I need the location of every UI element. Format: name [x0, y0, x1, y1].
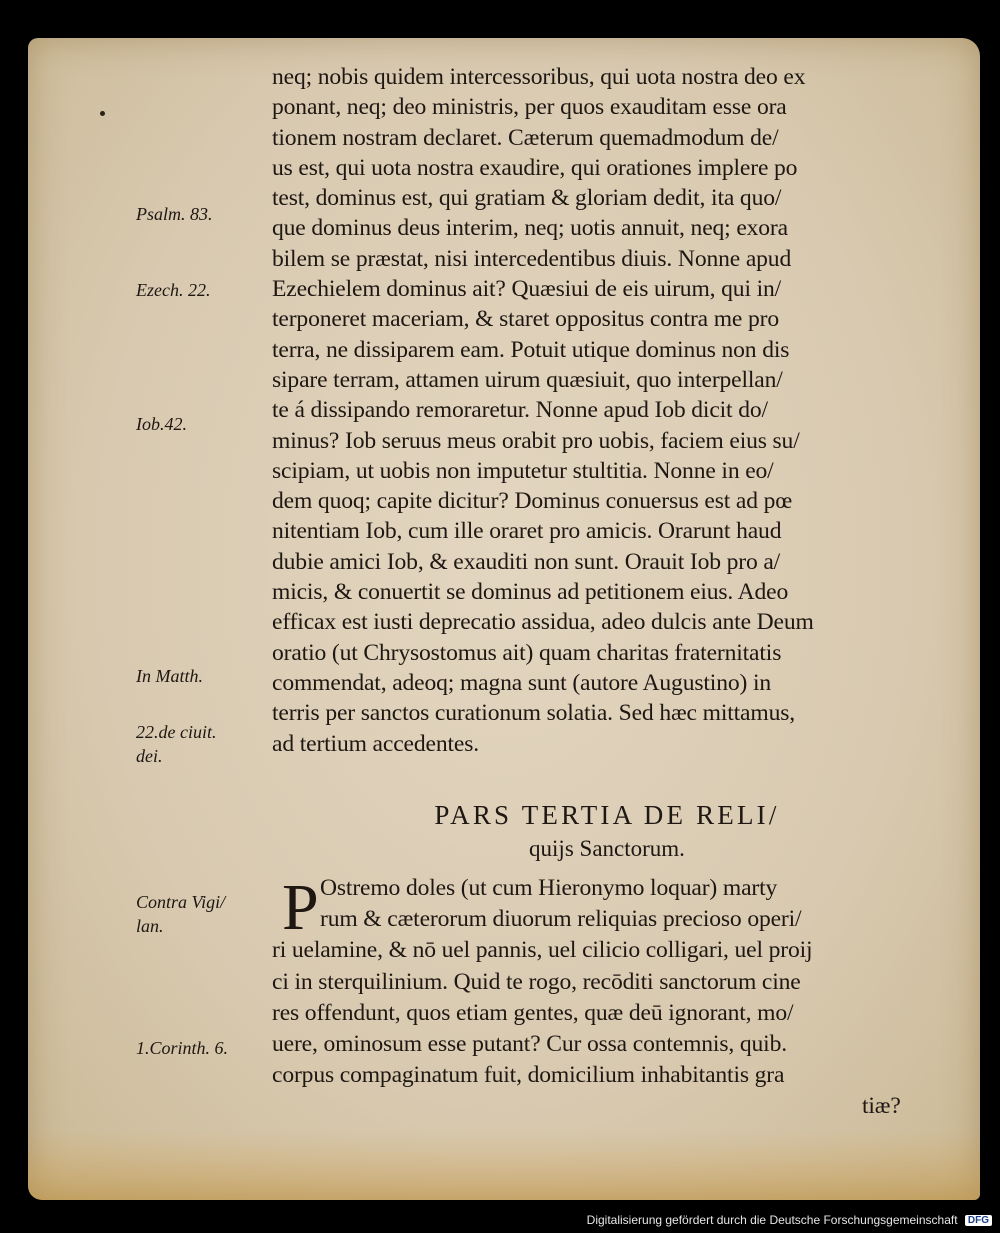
text-line: sipare terram, attamen uirum quæsiuit, quo interpellan/ [272, 366, 783, 393]
ink-dot [100, 111, 105, 116]
text-line: rum & cæterorum diuorum reliquias precioso operi/ [320, 906, 802, 933]
text-line: corpus compaginatum fuit, domicilium inhabitantis gra [272, 1062, 785, 1089]
text-line: Ezechielem dominus ait? Quæsiui de eis uirum, qui in/ [272, 276, 782, 303]
text-line: dem quoq; capite dicitur? Dominus conuersus est ad pœ [272, 488, 793, 515]
text-line: scipiam, ut uobis non imputetur stultitia. Nonne in eo/ [272, 457, 774, 484]
margin-note-ezech: Ezech. 22. [136, 280, 211, 300]
text-line: te á dissipando remoraretur. Nonne apud Iob dicit do/ [272, 397, 768, 424]
text-line: terra, ne dissiparem eam. Potuit utique dominus non dis [272, 336, 790, 363]
text-line: terris per sanctos curationum solatia. Sed hæc mittamus, [272, 700, 796, 727]
text-line: Ostremo doles (ut cum Hieronymo loquar) marty [320, 875, 778, 901]
text-line: test, dominus est, qui gratiam & gloriam dedit, ita quo/ [272, 185, 782, 212]
text-line: oratio (ut Chrysostomus ait) quam charitas fraternitatis [272, 639, 782, 666]
margin-note-ciuit: 22.de ciuit. [136, 722, 217, 742]
text-line: ci in sterquilinium. Quid te rogo, recōditi sanctorum cine [272, 968, 801, 995]
text-line: ri uelamine, & nō uel pannis, uel cilicio colligari, uel proij [272, 937, 813, 964]
text-line: terponeret maceriam, & staret oppositus contra me pro [272, 306, 780, 333]
book-page [28, 38, 980, 1200]
text-line: commendat, adeoq; magna sunt (autore Augustino) in [272, 669, 771, 696]
digitization-credit [587, 1213, 992, 1227]
margin-note-vigil-lan: lan. [136, 916, 164, 936]
text-line: bilem se præstat, nisi intercedentibus diuis. Nonne apud [272, 245, 792, 272]
text-line: ponant, neq; deo ministris, per quos exauditam esse ora [272, 94, 787, 121]
text-line: nitentiam Iob, cum ille oraret pro amicis. Orarunt haud [272, 518, 782, 545]
margin-note-vigil: Contra Vigi/ [136, 892, 226, 912]
text-line: que dominus deus interim, neq; uotis annuit, neq; exora [272, 215, 788, 242]
section-heading: PARS TERTIA DE RELI/ [434, 800, 780, 830]
text-line: us est, qui uota nostra exaudire, qui orationes implere po [272, 154, 798, 181]
margin-note-iob: Iob.42. [136, 414, 187, 434]
section-paragraph [272, 873, 948, 1123]
text-line: neq; nobis quidem intercessoribus, qui uota nostra deo ex [272, 64, 806, 90]
text-line: res offendunt, quos etiam gentes, quæ deū ignorant, mo/ [272, 999, 794, 1026]
text-line: minus? Iob seruus meus orabit pro uobis, faciem eius su/ [272, 427, 800, 454]
margin-note-psalm: Psalm. 83. [136, 204, 213, 224]
text-line: dubie amici Iob, & exauditi non sunt. Orauit Iob pro a/ [272, 548, 781, 575]
drop-cap: P [282, 871, 319, 944]
credit-text: Digitalisierung gefördert durch die Deutsche Forschungsgemeinschaft [586, 1213, 958, 1227]
text-line: micis, & conuertit se dominus ad petitionem eius. Adeo [272, 579, 789, 606]
margin-note-ciuit-dei: dei. [136, 746, 163, 766]
body-paragraph [272, 62, 948, 759]
margin-note-corinth: 1.Corinth. 6. [136, 1038, 229, 1058]
text-line: uere, ominosum esse putant? Cur ossa contemnis, quib. [272, 1031, 787, 1058]
text-line: tionem nostram declaret. Cæterum quemadmodum de/ [272, 124, 779, 151]
section-subheading: quijs Sanctorum. [529, 836, 685, 861]
text-line: ad tertium accedentes. [272, 730, 479, 757]
dfg-logo: DFG [965, 1215, 992, 1226]
text-line: efficax est iusti deprecatio assidua, adeo dulcis ante Deum [272, 609, 814, 636]
margin-note-matth: In Matth. [136, 666, 203, 686]
text-line: tiæ? [862, 1093, 901, 1120]
